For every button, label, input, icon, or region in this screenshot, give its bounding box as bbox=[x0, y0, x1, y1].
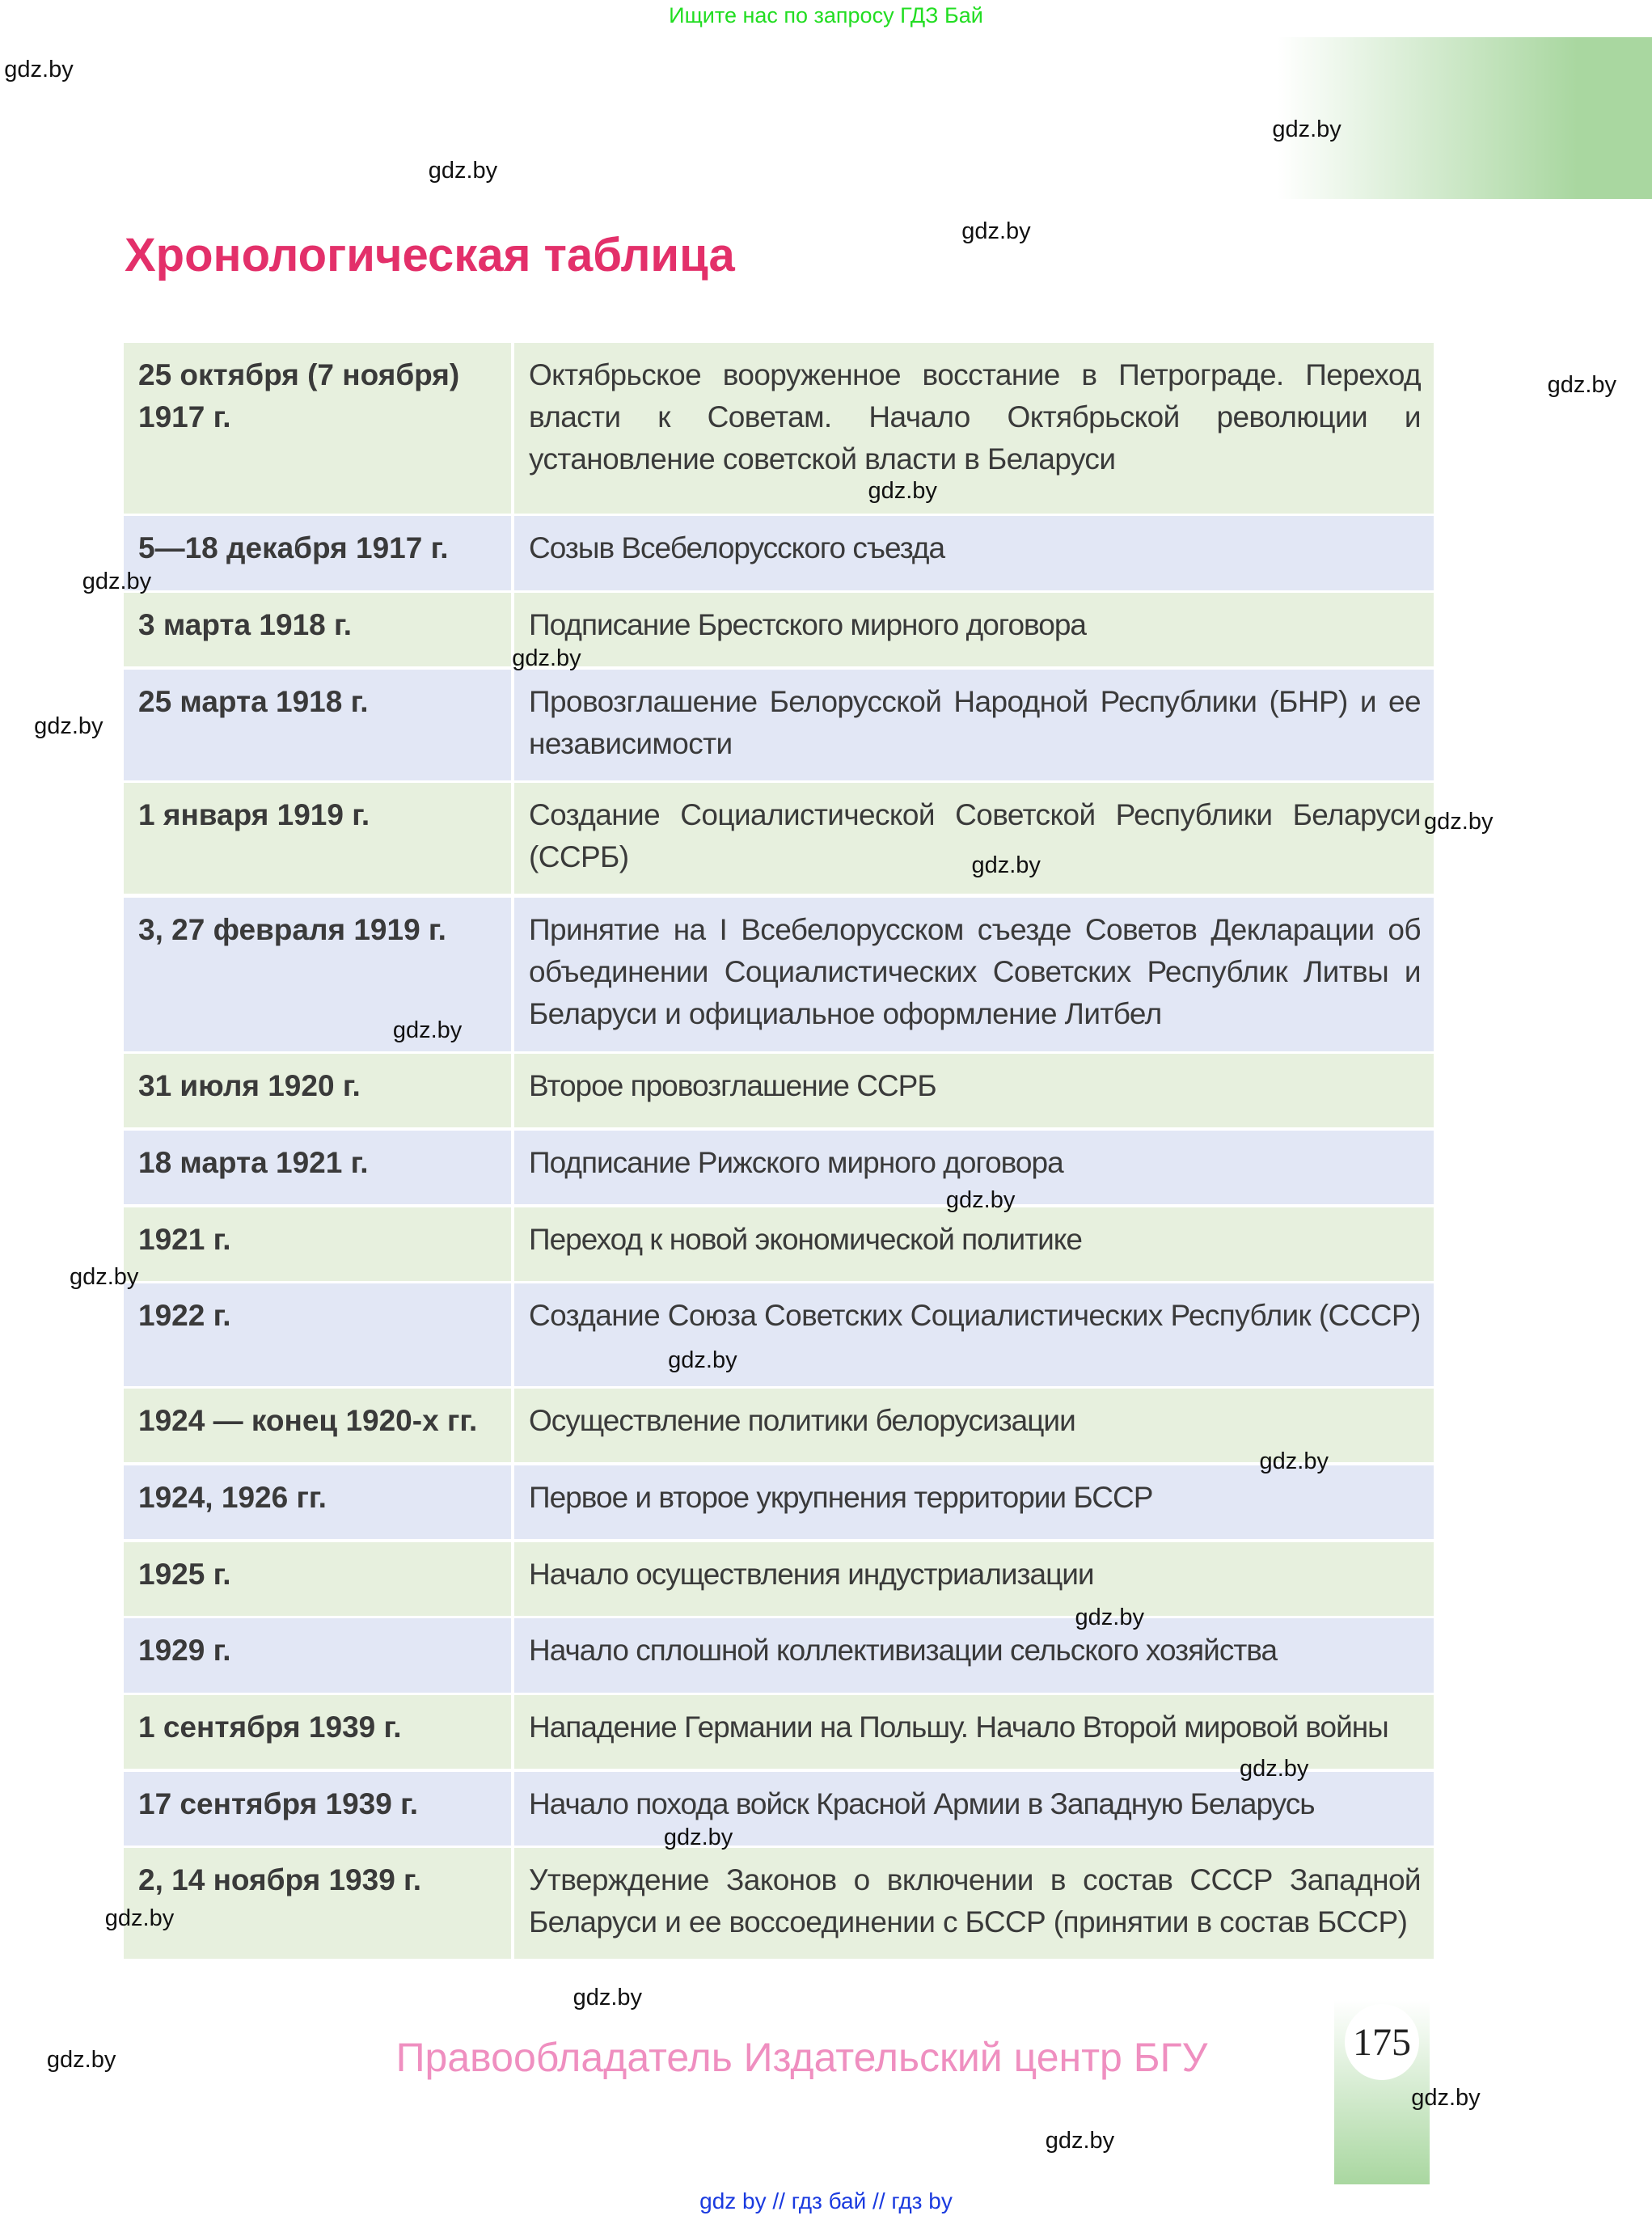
table-row bbox=[124, 1618, 1434, 1692]
event-cell: Подписание Рижского мирного договора bbox=[514, 1131, 1434, 1204]
watermark: gdz.by bbox=[961, 218, 1031, 245]
event-cell: Осуществление политики белорусизации bbox=[514, 1389, 1434, 1462]
date-cell: 17 сентября 1939 г. bbox=[124, 1772, 511, 1846]
date-cell: 1 сентября 1939 г. bbox=[124, 1695, 511, 1769]
watermark: gdz.by bbox=[512, 645, 581, 672]
event-cell: Начало сплошной коллективизации сельского хозяйства bbox=[514, 1618, 1434, 1692]
date-cell: 2, 14 ноября 1939 г. bbox=[124, 1848, 511, 1959]
table-row bbox=[124, 593, 1434, 666]
table-row bbox=[124, 783, 1434, 894]
table-row bbox=[124, 516, 1434, 590]
event-cell: Второе провозглашение ССРБ bbox=[514, 1054, 1434, 1127]
event-cell: Начало похода войск Красной Армии в Западную Беларусь bbox=[514, 1772, 1434, 1846]
watermark: gdz.by bbox=[572, 1984, 643, 2010]
watermark: gdz.by bbox=[392, 1017, 463, 1043]
date-cell: 3, 27 февраля 1919 г. bbox=[124, 898, 511, 1051]
event-cell: Создание Социалистической Советской Республики Беларуси (ССРБ) bbox=[514, 783, 1434, 894]
table-row bbox=[124, 1465, 1434, 1539]
date-cell: 18 марта 1921 г. bbox=[124, 1131, 511, 1204]
watermark: gdz.by bbox=[945, 1187, 1016, 1214]
watermark: gdz.by bbox=[82, 569, 152, 595]
date-cell: 1 января 1919 г. bbox=[124, 783, 511, 894]
watermark: gdz.by bbox=[1239, 1756, 1309, 1782]
watermark: gdz.by bbox=[46, 2047, 116, 2074]
event-cell: Подписание Брестского мирного договора bbox=[514, 593, 1434, 666]
table-row bbox=[124, 1389, 1434, 1462]
event-cell: Утверждение Законов о включении в состав СССР Западной Беларуси и ее воссоединении с БССР (принятии в состав БССР) bbox=[514, 1848, 1434, 1959]
watermark: gdz.by bbox=[1045, 2128, 1115, 2154]
watermark: gdz.by bbox=[1272, 116, 1341, 142]
watermark: gdz.by bbox=[34, 713, 104, 740]
date-cell: 1924, 1926 гг. bbox=[124, 1465, 511, 1539]
table-row bbox=[124, 1131, 1434, 1204]
watermark: gdz.by bbox=[1075, 1604, 1144, 1630]
watermark: gdz.by bbox=[4, 57, 74, 83]
date-cell: 25 марта 1918 г. bbox=[124, 670, 511, 780]
watermark: gdz.by bbox=[663, 1824, 733, 1850]
event-cell: Созыв Всебелорусского съезда bbox=[514, 516, 1434, 590]
date-cell: 1925 г. bbox=[124, 1542, 511, 1616]
date-cell: 1924 — конец 1920-х гг. bbox=[124, 1389, 511, 1462]
table-row bbox=[124, 898, 1434, 1051]
date-cell: 1922 г. bbox=[124, 1283, 511, 1385]
site-links[interactable]: gdz by // гдз бай // гдз by bbox=[699, 2188, 953, 2213]
watermark: gdz.by bbox=[668, 1347, 737, 1374]
table-row bbox=[124, 1695, 1434, 1769]
watermark: gdz.by bbox=[1411, 2085, 1481, 2112]
event-cell: Начало осуществления индустриализации bbox=[514, 1542, 1434, 1616]
copyright-notice: Правообладатель Издательский центр БГУ bbox=[395, 2035, 1208, 2080]
event-cell: Провозглашение Белорусской Народной Республики (БНР) и ее независимости bbox=[514, 670, 1434, 780]
watermark: gdz.by bbox=[69, 1263, 139, 1290]
watermark: gdz.by bbox=[428, 157, 498, 184]
watermark: gdz.by bbox=[1547, 371, 1617, 398]
date-cell: 5—18 декабря 1917 г. bbox=[124, 516, 511, 590]
table-row bbox=[124, 1054, 1434, 1127]
watermark: gdz.by bbox=[1259, 1448, 1329, 1474]
event-cell: Создание Союза Советских Социалистических Республик (СССР) bbox=[514, 1283, 1434, 1385]
date-cell: 1921 г. bbox=[124, 1207, 511, 1281]
table-row bbox=[124, 1542, 1434, 1616]
date-cell: 3 марта 1918 г. bbox=[124, 593, 511, 666]
event-cell: Принятие на I Всебелорусском съезде Советов Декларации об объединении Социалистических Советских Республик Литвы и Беларуси и официальное оформление Литбел bbox=[514, 898, 1434, 1051]
date-cell: 31 июля 1920 г. bbox=[124, 1054, 511, 1127]
page-title: Хронологическая таблица bbox=[125, 229, 735, 281]
event-cell: Переход к новой экономической политике bbox=[514, 1207, 1434, 1281]
event-cell: Нападение Германии на Польшу. Начало Второй мировой войны bbox=[514, 1695, 1434, 1769]
table-row bbox=[124, 1848, 1434, 1959]
table-row bbox=[124, 343, 1434, 513]
date-cell: 1929 г. bbox=[124, 1618, 511, 1692]
table-row bbox=[124, 1207, 1434, 1281]
watermark: gdz.by bbox=[868, 478, 937, 505]
date-cell: 25 октября (7 ноября) 1917 г. bbox=[124, 343, 511, 513]
page-number: 175 bbox=[1345, 2004, 1419, 2080]
table-row bbox=[124, 1283, 1434, 1385]
watermark: gdz.by bbox=[971, 852, 1041, 879]
watermark: gdz.by bbox=[1424, 808, 1494, 835]
event-cell: Первое и второе укрупнения территории БССР bbox=[514, 1465, 1434, 1539]
table-row bbox=[124, 670, 1434, 780]
table-row bbox=[124, 1772, 1434, 1846]
event-cell: Октябрьское вооруженное восстание в Петрограде. Переход власти к Советам. Начало Октябрьской революции и установление советской власти в Беларуси bbox=[514, 343, 1434, 513]
watermark: gdz.by bbox=[104, 1905, 175, 1931]
search-hint-banner: Ищите нас по запросу ГДЗ Бай bbox=[669, 3, 983, 27]
